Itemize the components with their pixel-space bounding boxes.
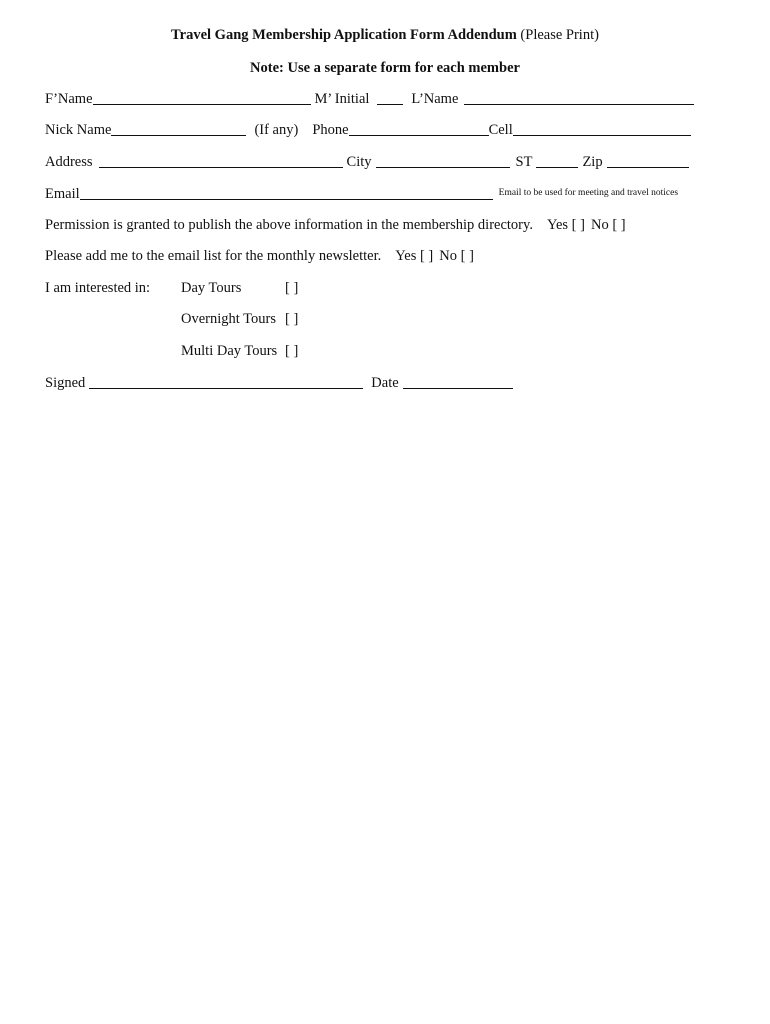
- lname-field[interactable]: [464, 90, 694, 105]
- interest-option-checkbox[interactable]: [ ]: [285, 311, 299, 327]
- newsletter-yes-checkbox[interactable]: Yes [ ]: [395, 248, 434, 264]
- interest-option-label: Day Tours: [181, 280, 242, 296]
- date-field[interactable]: [403, 374, 513, 389]
- interests-label: I am interested in:: [45, 280, 151, 296]
- permission-row: [45, 212, 626, 234]
- email-field[interactable]: [80, 185, 493, 200]
- phone-label: Phone: [312, 122, 349, 138]
- zip-field[interactable]: [607, 153, 689, 168]
- city-field[interactable]: [376, 153, 510, 168]
- signature-row: [45, 370, 513, 392]
- form-title-main: Travel Gang Membership Application Form Addendum: [171, 27, 517, 43]
- newsletter-row: [45, 243, 474, 265]
- fname-field[interactable]: [93, 90, 311, 105]
- permission-yes-checkbox[interactable]: Yes [ ]: [546, 217, 585, 233]
- form-title: [0, 22, 770, 44]
- signed-label: Signed: [45, 375, 86, 391]
- email-label: Email: [45, 186, 80, 202]
- newsletter-no-checkbox[interactable]: No [ ]: [439, 248, 474, 264]
- nickname-label: Nick Name: [45, 122, 112, 138]
- minitial-label: M’ Initial: [314, 91, 370, 107]
- st-field[interactable]: [536, 153, 578, 168]
- permission-no-checkbox[interactable]: No [ ]: [590, 217, 626, 233]
- interest-option-checkbox[interactable]: [ ]: [285, 343, 299, 359]
- city-label: City: [346, 154, 372, 170]
- address-field[interactable]: [99, 153, 343, 168]
- interest-option-day-tours: [181, 275, 298, 297]
- address-row: [45, 149, 689, 171]
- interest-option-checkbox[interactable]: [ ]: [285, 280, 299, 296]
- fname-label: F’Name: [45, 91, 93, 107]
- permission-text: Permission is granted to publish the above information in the membership directory.: [45, 217, 533, 233]
- if-any-label: (If any): [254, 122, 299, 138]
- interest-option-label: Overnight Tours: [181, 311, 276, 327]
- nickname-field[interactable]: [111, 121, 246, 136]
- newsletter-text: Please add me to the email list for the monthly newsletter.: [45, 248, 382, 264]
- lname-label: L’Name: [411, 91, 459, 107]
- email-row: [45, 181, 678, 203]
- interest-option-multi-day-tours: [181, 338, 298, 360]
- form-note: Note: Use a separate form for each member: [250, 60, 520, 76]
- name-row: [45, 86, 694, 108]
- zip-label: Zip: [582, 154, 603, 170]
- date-label: Date: [371, 375, 399, 391]
- phone-field[interactable]: [349, 121, 489, 136]
- minitial-field[interactable]: [377, 90, 403, 105]
- signature-field[interactable]: [89, 374, 363, 389]
- interest-option-label: Multi Day Tours: [181, 343, 278, 359]
- address-label: Address: [45, 154, 93, 170]
- email-note: Email to be used for meeting and travel notices: [498, 188, 679, 198]
- st-label: ST: [515, 154, 533, 170]
- form-title-instruction: (Please Print): [520, 27, 599, 43]
- interest-option-overnight-tours: [181, 306, 298, 328]
- contact-row: [45, 117, 691, 139]
- cell-label: Cell: [488, 122, 513, 138]
- cell-field[interactable]: [513, 121, 691, 136]
